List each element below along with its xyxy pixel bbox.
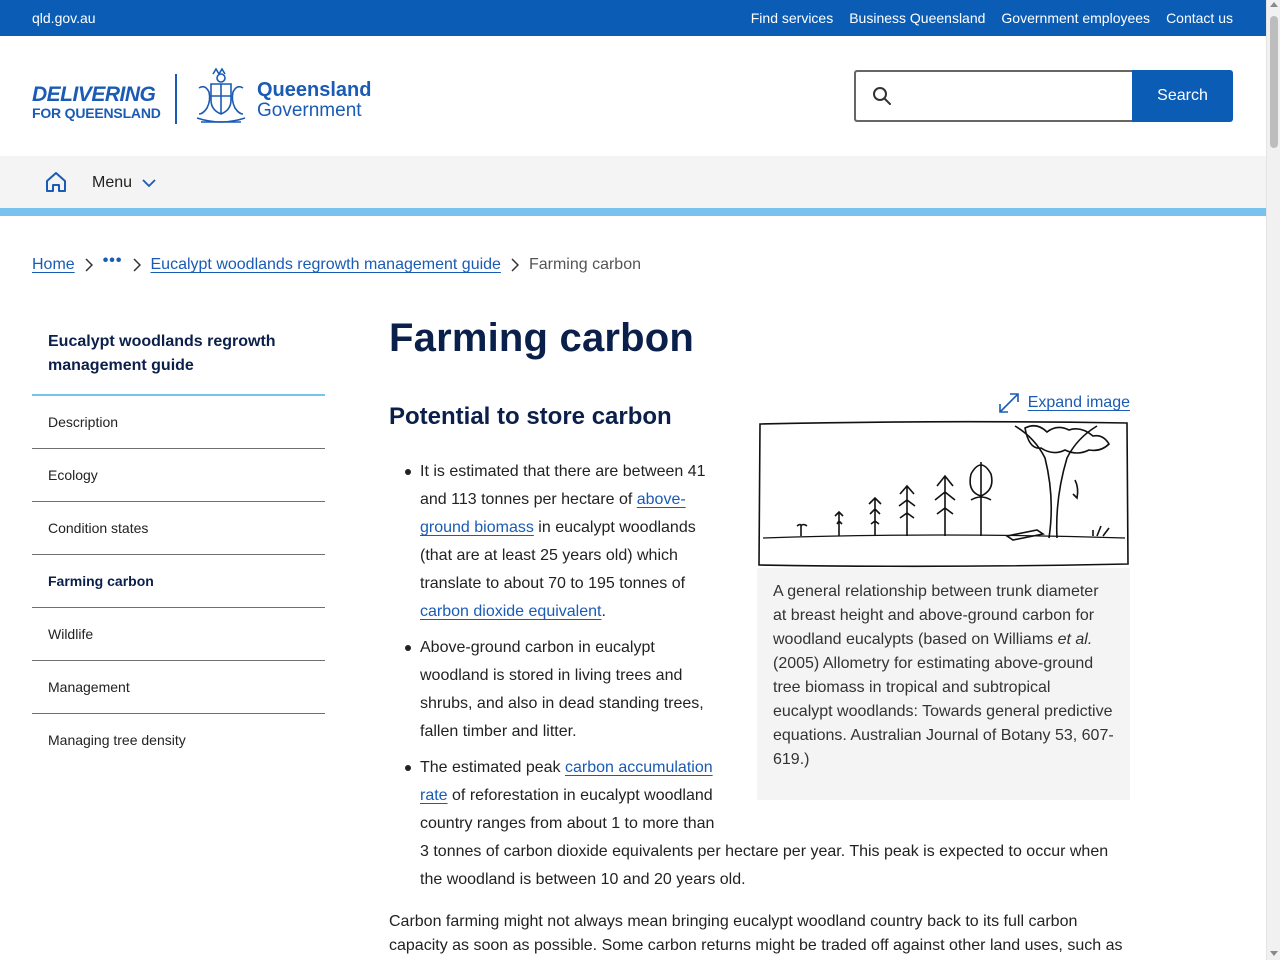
caption-text-2: (2005) Allometry for estimating above-ground tree biomass in tropical and subtropical eucalypt woodlands: Towards general predictive equations. Australian Journal of Botany 53, 607-619.): [773, 655, 1114, 768]
top-link-government-employees[interactable]: Government employees: [1001, 10, 1151, 26]
bullet-text: Above-ground carbon in eucalypt woodland is stored in living trees and shrubs, and also in dead standing trees, fallen timber and litter.: [420, 639, 704, 740]
queensland-crest-icon: [191, 66, 251, 126]
body-paragraph: Carbon farming might not always mean bringing eucalypt woodland country back to its full carbon capacity as soon as possible. Some carbon returns might be traded off against other land uses, such as: [389, 913, 1123, 954]
side-nav: [32, 318, 325, 767]
chevron-right-icon: [85, 258, 93, 272]
menu-label: Menu: [92, 174, 133, 191]
top-link-find-services[interactable]: Find services: [750, 10, 834, 26]
bullet-text: The estimated peak: [420, 759, 565, 776]
breadcrumb-current: Farming carbon: [528, 256, 641, 273]
expand-icon: [998, 392, 1020, 414]
delivering-logo[interactable]: [32, 84, 161, 121]
bullet-text: in eucalypt woodlands (that are at least 25 years old) which translate to about 70 to 195 tonnes of: [420, 519, 696, 592]
side-nav-item-condition-states[interactable]: Condition states: [32, 502, 325, 555]
page-title: Farming carbon: [389, 316, 695, 360]
scroll-thumb[interactable]: [1270, 16, 1278, 148]
breadcrumb-ellipsis[interactable]: •••: [102, 252, 123, 269]
bullet-text: It is estimated that there are between 41 and 113 tonnes per hectare of: [420, 463, 706, 508]
home-icon[interactable]: [44, 170, 68, 194]
top-links: [751, 10, 1233, 26]
search-button[interactable]: Search: [1132, 70, 1233, 122]
list-item: [405, 634, 717, 746]
bullet-text: .: [601, 603, 606, 620]
top-link-business-queensland[interactable]: Business Queensland: [849, 10, 986, 26]
chevron-right-icon: [511, 258, 519, 272]
site-home-link[interactable]: qld.gov.au: [32, 10, 96, 26]
side-nav-item-ecology[interactable]: Ecology: [32, 449, 325, 502]
top-bar: [0, 0, 1266, 36]
link-carbon-dioxide-equivalent[interactable]: carbon dioxide equivalent: [420, 603, 602, 620]
list-item: [405, 458, 717, 626]
page-scrollbar[interactable]: [1266, 0, 1280, 960]
logo-divider: [175, 74, 177, 124]
caption-text-1: A general relationship between trunk diameter at breast height and above-ground carbon for woodland eucalypts (based on Williams: [773, 583, 1099, 648]
breadcrumb-home[interactable]: Home: [32, 256, 75, 273]
expand-image-label: Expand image: [1027, 394, 1130, 411]
scroll-up-icon[interactable]: [1270, 2, 1278, 7]
logo-line-1: DELIVERING: [32, 83, 156, 106]
search-box: [854, 70, 1134, 122]
expand-image-link[interactable]: [998, 392, 1130, 414]
section-title: Potential to store carbon: [389, 403, 672, 430]
nav-accent-stripe: [0, 208, 1266, 216]
bullet-narrow-wrap: [420, 754, 1130, 894]
link-above-ground-biomass[interactable]: above-ground biomass: [420, 491, 686, 536]
carbon-facts-list: [405, 458, 1130, 902]
wordmark-line-2: Government: [257, 100, 362, 121]
scroll-down-icon[interactable]: [1270, 951, 1278, 956]
side-nav-item-description[interactable]: Description: [32, 396, 325, 449]
wordmark-line-1: Queensland: [257, 79, 372, 101]
chevron-down-icon: [142, 178, 156, 188]
chevron-right-icon: [133, 258, 141, 272]
caption-text-em: et al.: [1057, 631, 1093, 648]
breadcrumb: [32, 252, 641, 274]
main-nav: [0, 156, 1266, 208]
side-nav-item-wildlife[interactable]: Wildlife: [32, 608, 325, 661]
side-nav-title[interactable]: Eucalypt woodlands regrowth management guide: [32, 318, 325, 396]
bullet-text: of reforestation in eucalypt woodland country ranges from about 1 to more than 3 tonnes of carbon dioxide equivalents per hectare per year. This peak is expected to occur when the woodland is between 10 and 20 years old.: [420, 787, 1109, 888]
breadcrumb-parent[interactable]: Eucalypt woodlands regrowth management guide: [150, 256, 501, 273]
side-nav-item-management[interactable]: Management: [32, 661, 325, 714]
search-input[interactable]: [902, 80, 1122, 112]
side-nav-item-managing-tree-density[interactable]: Managing tree density: [48, 732, 186, 748]
queensland-government-wordmark[interactable]: [257, 79, 371, 121]
side-nav-item-farming-carbon[interactable]: Farming carbon: [32, 555, 325, 608]
search-icon: [872, 86, 892, 106]
site-header: [0, 36, 1266, 156]
link-carbon-accumulation-rate[interactable]: carbon accumulation rate: [420, 759, 713, 804]
list-item: [405, 754, 1130, 894]
logo-line-2: FOR QUEENSLAND: [32, 105, 161, 121]
top-link-contact-us[interactable]: Contact us: [1166, 10, 1233, 26]
menu-toggle[interactable]: [92, 174, 156, 192]
